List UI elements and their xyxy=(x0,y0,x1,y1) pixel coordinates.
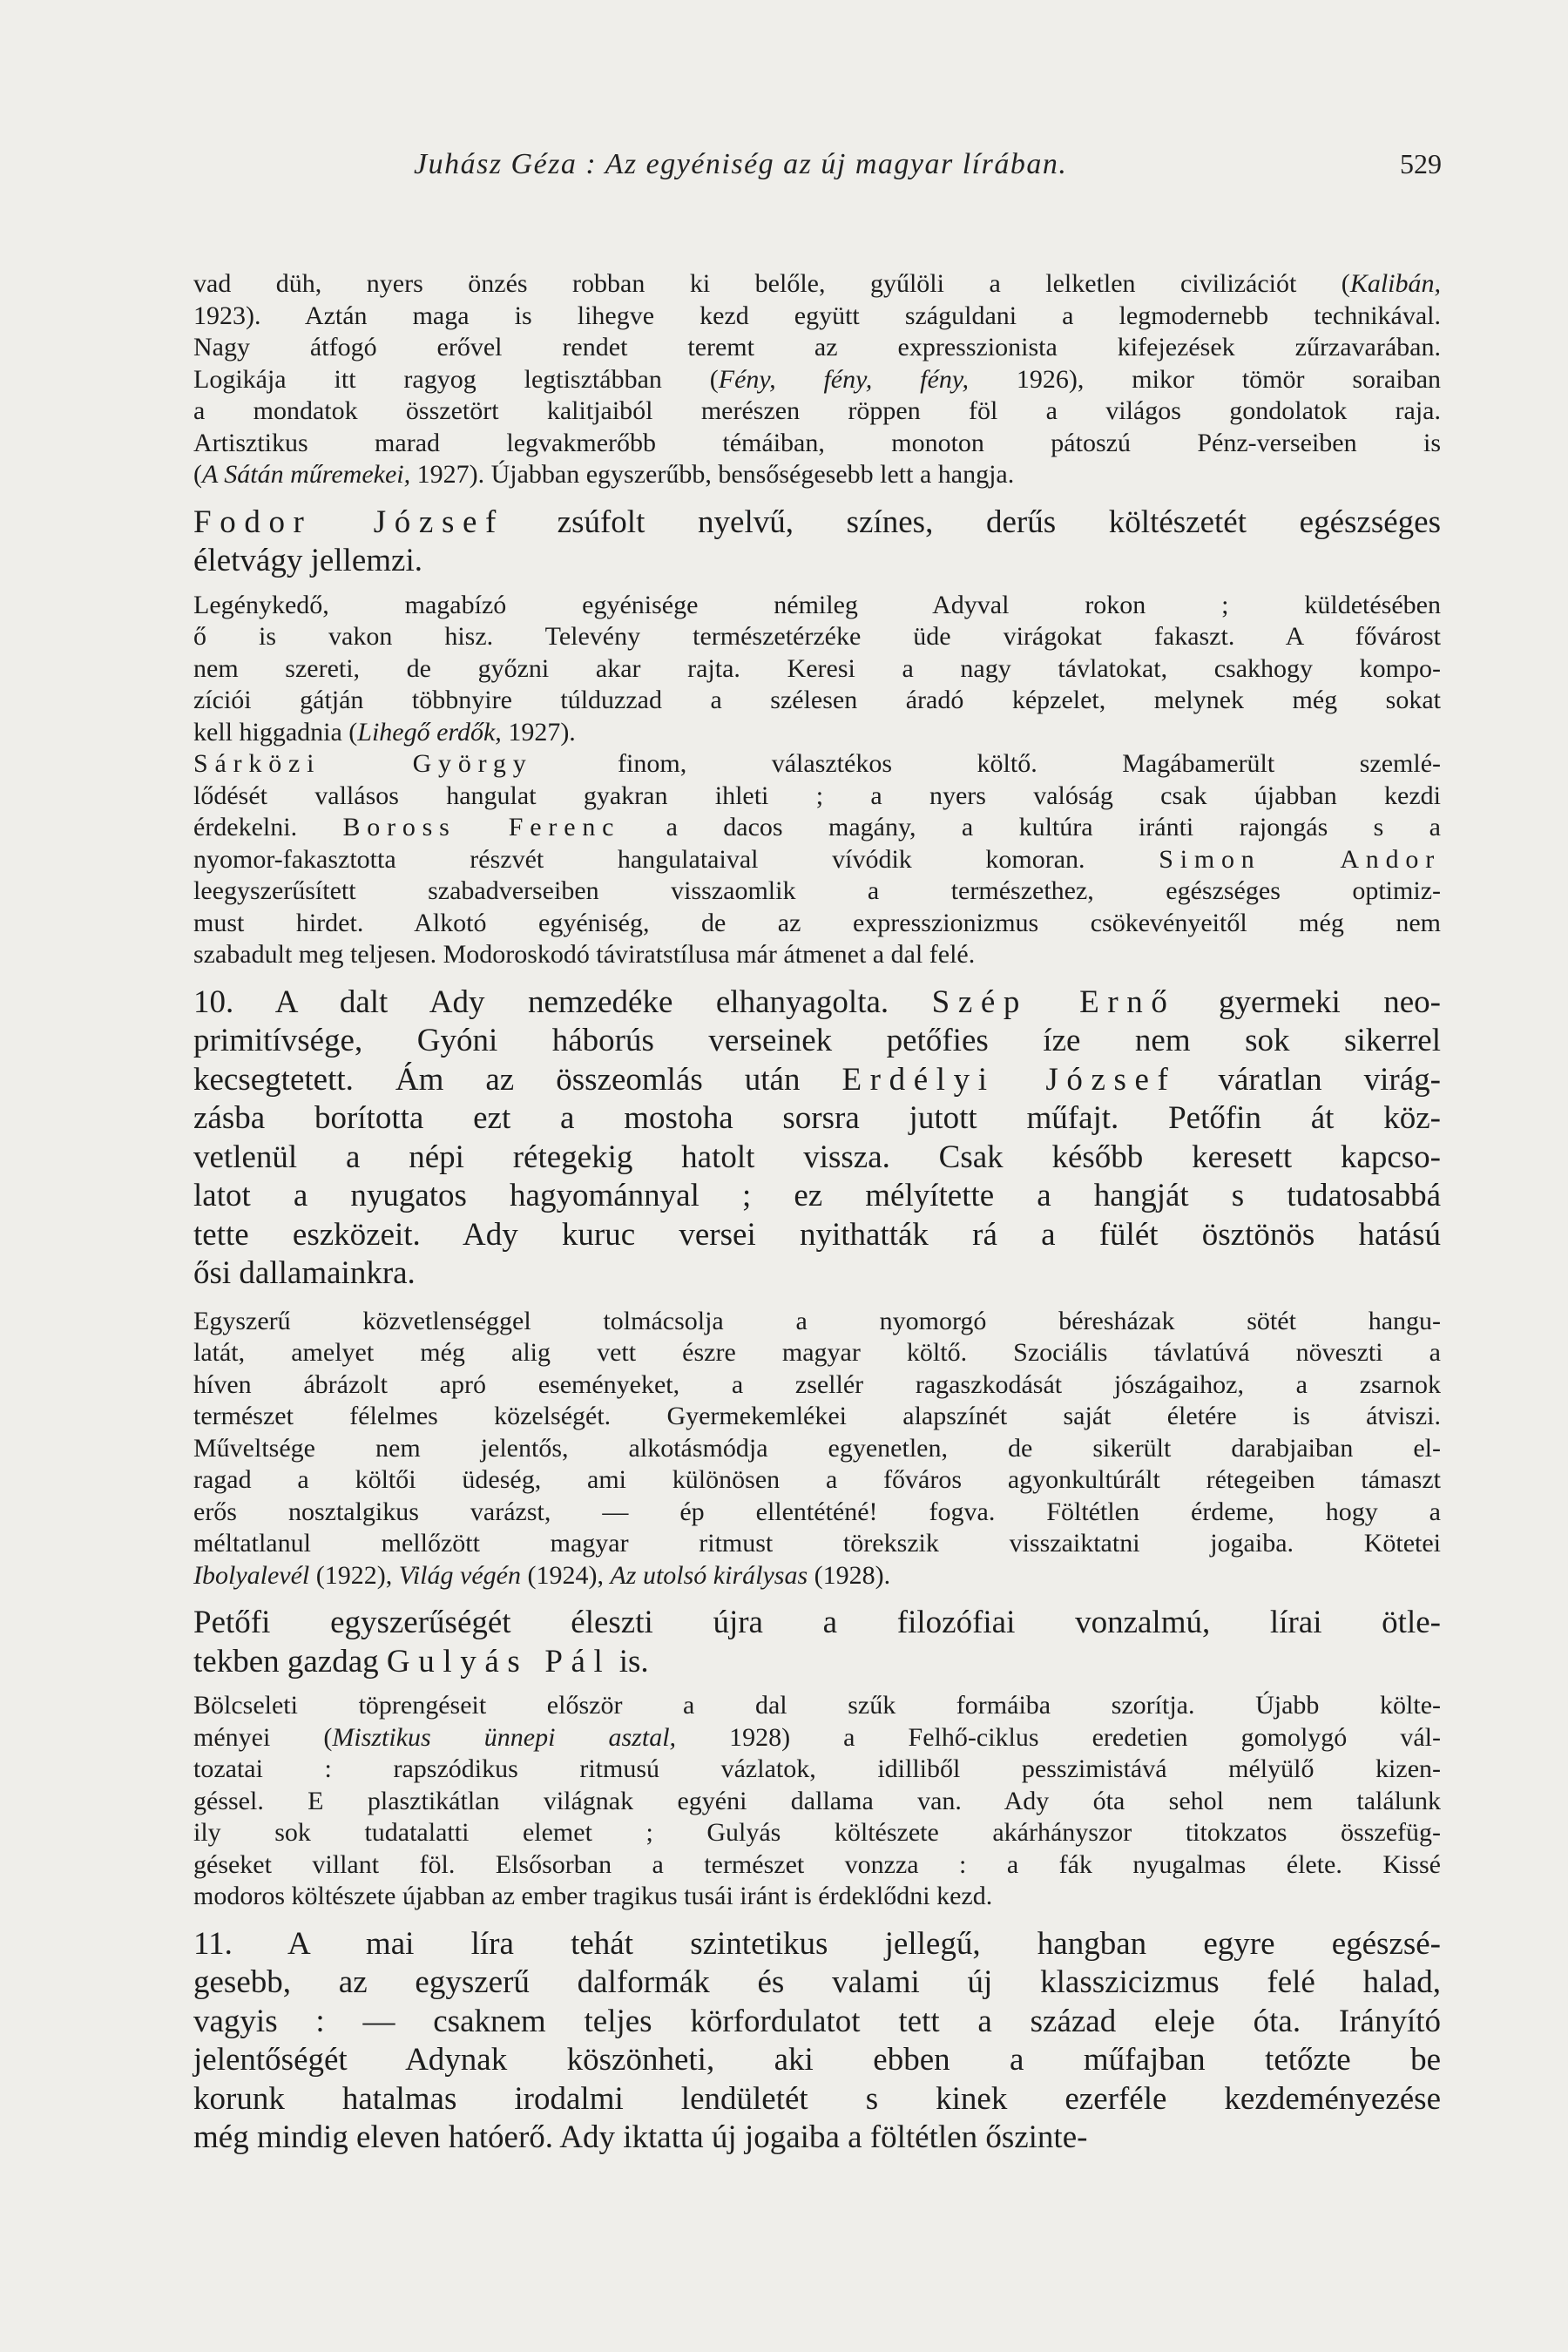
text-run: géssel. E plasztikátlan világnak egyéni dallama van. Ady óta sehol nem találunk xyxy=(193,1786,1441,1815)
paragraph-erdelyi-detail xyxy=(193,1306,1441,1592)
text-run: méltatlanul mellőzött magyar ritmust törekszik visszaiktatni jogaiba. Kötetei xyxy=(193,1529,1441,1558)
text-run: nem szereti, de győzni akar rajta. Keresi a nagy távlatokat, csakhogy kompo- xyxy=(193,653,1441,683)
italic-title: Ibolyalevél xyxy=(193,1560,310,1590)
text-run: latot a nyugatos hagyománnyal ; ez mélyítette a hangját s tudatosabbá xyxy=(193,1178,1441,1213)
text-line xyxy=(193,1643,1441,1682)
text-line xyxy=(193,459,1441,491)
text-run: erős nosztalgikus varázst, — ép ellentéténé! fogva. Föltétlen érdeme, hogy a xyxy=(193,1497,1441,1526)
text-run: kecsegtetett. Ám az összeomlás után xyxy=(193,1061,842,1098)
spaced-name: Fodor József xyxy=(193,504,504,540)
text-line xyxy=(193,364,1441,396)
text-run: Egyszerű közvetlenséggel tolmácsolja a nyomorgó béresházak sötét hangu- xyxy=(193,1306,1441,1335)
italic-title: Kalibán, xyxy=(1349,269,1441,298)
text-line xyxy=(193,621,1441,653)
page-header xyxy=(196,148,1442,200)
text-run: vad düh, nyers önzés robban ki belőle, gyűlöli a lelketlen civilizációt ( xyxy=(193,269,1350,298)
text-run: finom, választékos költő. Magábamerült szemlé- xyxy=(532,749,1441,778)
text-run: 1927). xyxy=(501,717,576,747)
text-run: primitívsége, Gyóni háborús verseinek petőfies íze nem sok sikerrel xyxy=(193,1023,1441,1058)
text-run: ragad a költői üdeség, ami különösen a főváros agyonkultúrált rétegeiben támaszt xyxy=(193,1465,1441,1494)
running-head: Juhász Géza : Az egyéniség az új magyar lírában. xyxy=(414,148,1068,180)
text-run: Nagy átfogó erővel rendet teremt az expresszionista kifejezések zűrzavarában. xyxy=(193,333,1441,362)
text-run: (1922), xyxy=(309,1560,399,1590)
text-line xyxy=(193,1849,1441,1882)
text-run: (1924), xyxy=(520,1560,611,1590)
spaced-name: Gulyás Pál xyxy=(386,1643,612,1680)
text-line xyxy=(193,1497,1441,1529)
italic-title: A Sátán műremekei, xyxy=(202,460,411,489)
text-run: tekben gazdag xyxy=(193,1643,387,1680)
text-line xyxy=(193,1337,1441,1369)
text-line xyxy=(193,1099,1441,1139)
paragraph-sarkozi-boross-simon xyxy=(193,748,1441,971)
text-run: szabadult meg teljesen. Modoroskodó táviratstílusa már átmenet a dal felé. xyxy=(193,940,976,969)
text-run: Műveltsége nem jelentős, alkotásmódja egyenetlen, de sikerült darabjaiban el- xyxy=(193,1433,1441,1463)
text-run: modoros költészete újabban az ember tragikus tusái iránt is érdeklődni kezd. xyxy=(193,1882,993,1910)
text-run: 10. A dalt Ady nemzedéke elhanyagolta. xyxy=(193,983,932,1020)
text-line xyxy=(193,844,1441,876)
text-line xyxy=(193,1604,1441,1643)
text-line xyxy=(193,1061,1441,1100)
text-run: érdekelni. xyxy=(193,813,343,841)
paragraph-kassak-continued xyxy=(193,268,1441,491)
text-line xyxy=(193,2080,1441,2119)
italic-title: Az utolsó királysas xyxy=(610,1560,808,1590)
text-run: híven ábrázolt apró eseményeket, a zsellér ragaszkodását jószágaihoz, a zsarnok xyxy=(193,1369,1441,1399)
text-run: gyermeki neo- xyxy=(1175,983,1441,1020)
italic-title: Fény, fény, fény, xyxy=(718,364,969,394)
text-run: jelentőségét Adynak köszönheti, aki ebben a műfajban tetőzte be xyxy=(193,2042,1441,2078)
text-line xyxy=(193,1139,1441,1178)
text-line xyxy=(193,1177,1441,1216)
text-line xyxy=(193,268,1441,301)
italic-title: Világ végén xyxy=(398,1560,521,1590)
text-line xyxy=(193,812,1441,844)
paragraph-gulyas-intro xyxy=(193,1604,1441,1681)
text-run: tozatai : rapszódikus ritmusú vázlatok, idilliből pesszimistává mélyülő kizen- xyxy=(193,1754,1441,1783)
text-run: must hirdet. Alkotó egyéniség, de az expresszionizmus csökevényeitől még nem xyxy=(193,908,1441,937)
text-run: a mondatok összetört kalitjaiból merészen röppen föl a világos gondolatok raja. xyxy=(193,396,1441,425)
text-line xyxy=(193,1560,1441,1592)
text-run: életvágy jellemzi. xyxy=(193,543,422,578)
text-run: géseket villant föl. Elsősorban a természet vonzza : a fák nyugalmas élete. Kissé xyxy=(193,1849,1441,1879)
text-line xyxy=(193,875,1441,908)
text-run: a dacos magány, a kultúra iránti rajongás s a xyxy=(620,813,1441,841)
text-run: leegyszerűsített szabadverseiben visszaomlik a természethez, egészséges optimiz- xyxy=(193,876,1441,905)
spaced-name: Sárközi György xyxy=(193,749,533,778)
text-line xyxy=(193,1369,1441,1402)
text-run: kell higgadnia ( xyxy=(193,717,358,747)
text-line xyxy=(193,685,1441,717)
text-line xyxy=(193,428,1441,460)
text-line xyxy=(193,332,1441,364)
text-line xyxy=(193,1722,1441,1754)
italic-title: Lihegő erdők, xyxy=(357,717,502,747)
text-run: vagyis : — csaknem teljes körfordulatot tett a század eleje óta. Irányító xyxy=(193,2003,1441,2039)
text-line xyxy=(193,1306,1441,1338)
text-run: 1923). Aztán maga is lihegve kezd együtt száguldani a legmodernebb technikával. xyxy=(193,301,1441,330)
text-run: Artisztikus marad legvakmerőbb témáiban, monoton pátoszú Pénz-verseiben is xyxy=(193,428,1441,457)
text-line xyxy=(193,542,1441,581)
text-run: korunk hatalmas irodalmi lendületét s kinek ezerféle kezdeményezése xyxy=(193,2080,1441,2117)
italic-title: Misztikus ünnepi asztal, xyxy=(332,1722,677,1752)
text-line xyxy=(193,504,1441,543)
text-run: Legénykedő, magabízó egyénisége némileg Adyval rokon ; küldetésében xyxy=(193,590,1441,619)
text-run: gesebb, az egyszerű dalformák és valami új klasszicizmus felé halad, xyxy=(193,1964,1441,2000)
text-line xyxy=(193,748,1441,781)
paragraph-fodor-intro xyxy=(193,504,1441,581)
text-run: Bölcseleti töprengéseit először a dal szűk formáiba szorítja. Újabb költe- xyxy=(193,1691,1441,1720)
text-line xyxy=(193,1401,1441,1433)
text-run: tette eszközeit. Ady kuruc versei nyithatták rá a fülét ösztönös hatású xyxy=(193,1216,1441,1253)
text-run: (1928). xyxy=(808,1560,891,1590)
text-line xyxy=(193,395,1441,428)
text-run: nyomor-fakasztotta részvét hangulataival vívódik komoran. xyxy=(193,844,1159,874)
text-run: még mindig eleven hatóerő. Ady iktatta új jogaiba a föltétlen őszinte- xyxy=(193,2119,1088,2155)
spaced-name: Erdélyi József xyxy=(841,1061,1177,1098)
text-run: ősi dallamainkra. xyxy=(193,1255,416,1291)
text-run: természet félelmes közelségét. Gyermekemlékei alapszínét saját életére is átviszi. xyxy=(193,1402,1441,1430)
text-line xyxy=(193,781,1441,813)
text-line xyxy=(193,1216,1441,1255)
text-line xyxy=(193,1254,1441,1294)
text-run: ő is vakon hisz. Televény természetérzéke üde virágokat fakaszt. A fővárost xyxy=(193,622,1441,651)
text-run: zíciói gátján többnyire túlduzzad a szélesen áradó képzelet, melynek még sokat xyxy=(193,686,1441,714)
text-line xyxy=(193,2003,1441,2042)
text-line xyxy=(193,590,1441,622)
text-run: 1928) a Felhő-ciklus eredetien gomolygó vál- xyxy=(676,1722,1441,1752)
body-text xyxy=(193,268,1441,2158)
text-run: ily sok tudatalatti elemet ; Gulyás költészete akárhányszor titokzatos összefüg- xyxy=(193,1818,1441,1847)
page-number: 529 xyxy=(1400,148,1442,179)
text-line xyxy=(193,983,1441,1023)
text-line xyxy=(193,1433,1441,1465)
spaced-name: Szép Ernő xyxy=(931,983,1176,1020)
text-run: ményei ( xyxy=(193,1722,333,1752)
text-line xyxy=(193,2041,1441,2080)
paragraph-section-10 xyxy=(193,983,1441,1294)
paragraph-section-11 xyxy=(193,1925,1441,2158)
spaced-name: Boross Ferenc xyxy=(342,813,621,841)
text-line xyxy=(193,908,1441,940)
text-line xyxy=(193,1925,1441,1964)
text-run: váratlan virág- xyxy=(1176,1061,1441,1098)
text-run: latát, amelyet még alig vett észre magyar költő. Szociális távlatúvá növeszti a xyxy=(193,1338,1441,1367)
text-run: lődését vallásos hangulat gyakran ihleti ; a nyers valóság csak újabban kezdi xyxy=(193,781,1441,810)
text-line xyxy=(193,1817,1441,1849)
text-line xyxy=(193,1786,1441,1818)
text-run: 1927). Újabban egyszerűbb, bensőségesebb lett a hangja. xyxy=(410,460,1015,489)
text-line xyxy=(193,1528,1441,1560)
text-line xyxy=(193,2119,1441,2158)
text-run: Logikája itt ragyog legtisztábban ( xyxy=(193,364,719,394)
paragraph-fodor-detail xyxy=(193,590,1441,749)
text-line xyxy=(193,717,1441,749)
text-run: 1926), mikor tömör soraiban xyxy=(969,364,1442,394)
text-line xyxy=(193,1464,1441,1497)
text-run: zásba borította ezt a mostoha sorsra jutott műfajt. Petőfin át köz- xyxy=(193,1100,1441,1136)
text-run: Petőfi egyszerűségét éleszti újra a filozófiai vonzalmú, lírai ötle- xyxy=(193,1605,1441,1640)
text-line xyxy=(193,301,1441,333)
text-line xyxy=(193,939,1441,971)
text-run: zsúfolt nyelvű, színes, derűs költészetét egészséges xyxy=(504,504,1441,540)
text-run: 11. A mai líra tehát szintetikus jellegű, hangban egyre egészsé- xyxy=(193,1925,1441,1962)
text-line xyxy=(193,1963,1441,2003)
text-line xyxy=(193,653,1441,686)
text-run: vetlenül a népi rétegekig hatolt vissza. Csak később keresett kapcso- xyxy=(193,1139,1441,1175)
text-line xyxy=(193,1022,1441,1061)
text-line xyxy=(193,1690,1441,1722)
text-run: ( xyxy=(193,460,202,489)
spaced-name: Simon Andor xyxy=(1159,844,1441,874)
paragraph-gulyas-detail xyxy=(193,1690,1441,1913)
text-line xyxy=(193,1881,1441,1913)
text-line xyxy=(193,1754,1441,1786)
text-run: is. xyxy=(611,1643,649,1680)
